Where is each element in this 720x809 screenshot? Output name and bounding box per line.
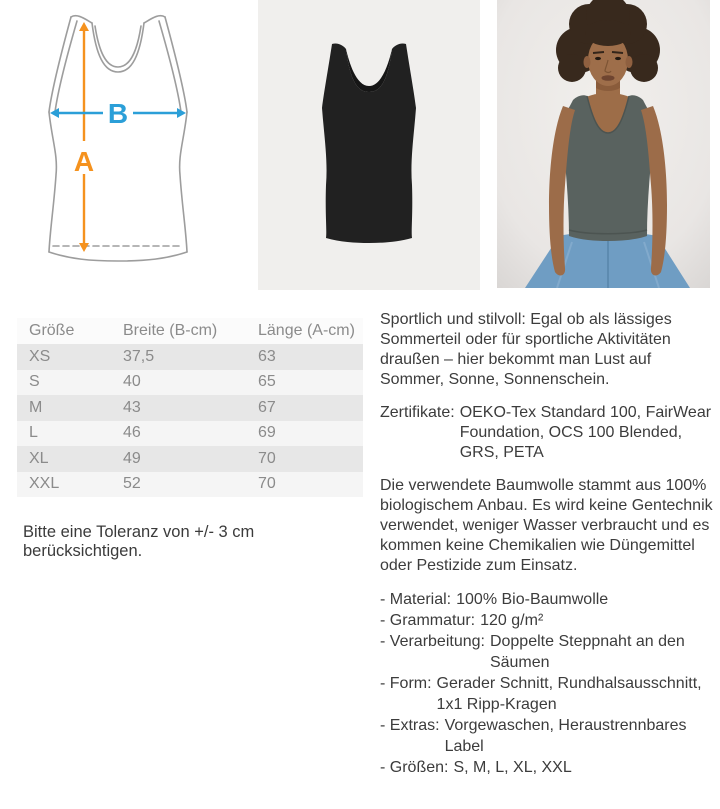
table-cell: 46 bbox=[123, 424, 141, 442]
size-table-header-row bbox=[17, 318, 363, 344]
table-cell: 70 bbox=[258, 449, 276, 467]
label-b: B bbox=[107, 98, 129, 129]
measure-arrow-a bbox=[74, 22, 94, 252]
spec-item-form: - Form: Gerader Schnitt, Rundhalsausschnitt, 1x1 Ripp-Kragen bbox=[380, 675, 702, 713]
table-row bbox=[17, 421, 363, 447]
table-row bbox=[17, 472, 363, 498]
table-header-length: Länge (A-cm) bbox=[258, 322, 355, 339]
product-photo-model[interactable] bbox=[497, 0, 710, 288]
table-row bbox=[17, 395, 363, 421]
table-cell: S bbox=[29, 373, 40, 391]
black-tank-top-image bbox=[258, 0, 480, 290]
table-cell: 63 bbox=[258, 347, 276, 365]
tolerance-note: Bitte eine Toleranz von +/- 3 cm berücksichtigen. bbox=[23, 523, 255, 560]
table-cell: 65 bbox=[258, 373, 276, 391]
table-cell: 69 bbox=[258, 424, 276, 442]
table-cell: XS bbox=[29, 347, 51, 365]
certificates-line bbox=[380, 403, 713, 463]
spec-item-groessen: - Größen: S, M, L, XL, XXL bbox=[380, 759, 572, 776]
table-cell: 40 bbox=[123, 373, 141, 391]
spec-item-verarbeitung: - Verarbeitung: Doppelte Steppnaht an den Säumen bbox=[380, 633, 685, 671]
model-wearing-tank-image bbox=[497, 0, 710, 288]
table-row bbox=[17, 446, 363, 472]
table-cell: 70 bbox=[258, 475, 276, 493]
product-photo-flat[interactable] bbox=[258, 0, 480, 290]
spec-list bbox=[380, 589, 713, 778]
measure-arrow-b bbox=[50, 98, 186, 129]
table-header-size: Größe bbox=[29, 322, 75, 339]
table-cell: M bbox=[29, 398, 43, 416]
size-table bbox=[17, 318, 363, 497]
table-row bbox=[17, 344, 363, 370]
size-diagram bbox=[0, 0, 240, 300]
certificates-value: OEKO-Tex Standard 100, FairWear Foundation, OCS 100 Blended, GRS, PETA bbox=[459, 404, 712, 461]
table-cell: 37,5 bbox=[123, 347, 155, 365]
table-cell: L bbox=[29, 424, 38, 442]
table-cell: XXL bbox=[29, 475, 60, 493]
table-cell: XL bbox=[29, 449, 49, 467]
product-description bbox=[380, 310, 713, 778]
spec-item-grammatur: - Grammatur: 120 g/m² bbox=[380, 612, 544, 629]
spec-item-extras: - Extras: Vorgewaschen, Heraustrennbares Label bbox=[380, 717, 687, 755]
label-a: A bbox=[73, 146, 95, 177]
table-cell: 67 bbox=[258, 398, 276, 416]
table-cell: 43 bbox=[123, 398, 141, 416]
table-cell: 52 bbox=[123, 475, 141, 493]
spec-item-material: - Material: 100% Bio-Baumwolle bbox=[380, 591, 609, 608]
table-cell: 49 bbox=[123, 449, 141, 467]
description-intro: Sportlich und stilvoll: Egal ob als lässiges Sommerteil oder für sportliche Aktivitäten draußen – hier bekommt man Lust auf Sommer, Sonne, Sonnenschein. bbox=[380, 311, 672, 388]
certificates-label: Zertifikate: bbox=[380, 404, 455, 421]
table-header-width: Breite (B-cm) bbox=[123, 322, 218, 339]
description-cotton: Die verwendete Baumwolle stammt aus 100% biologischem Anbau. Es wird keine Gentechnik verwendet, weniger Wasser verbraucht und es kommen keine Chemikalien wie Düngemittel oder Pestizide zum Einsatz. bbox=[380, 477, 713, 574]
tank-top-outline-drawing bbox=[0, 0, 240, 300]
table-row bbox=[17, 370, 363, 396]
